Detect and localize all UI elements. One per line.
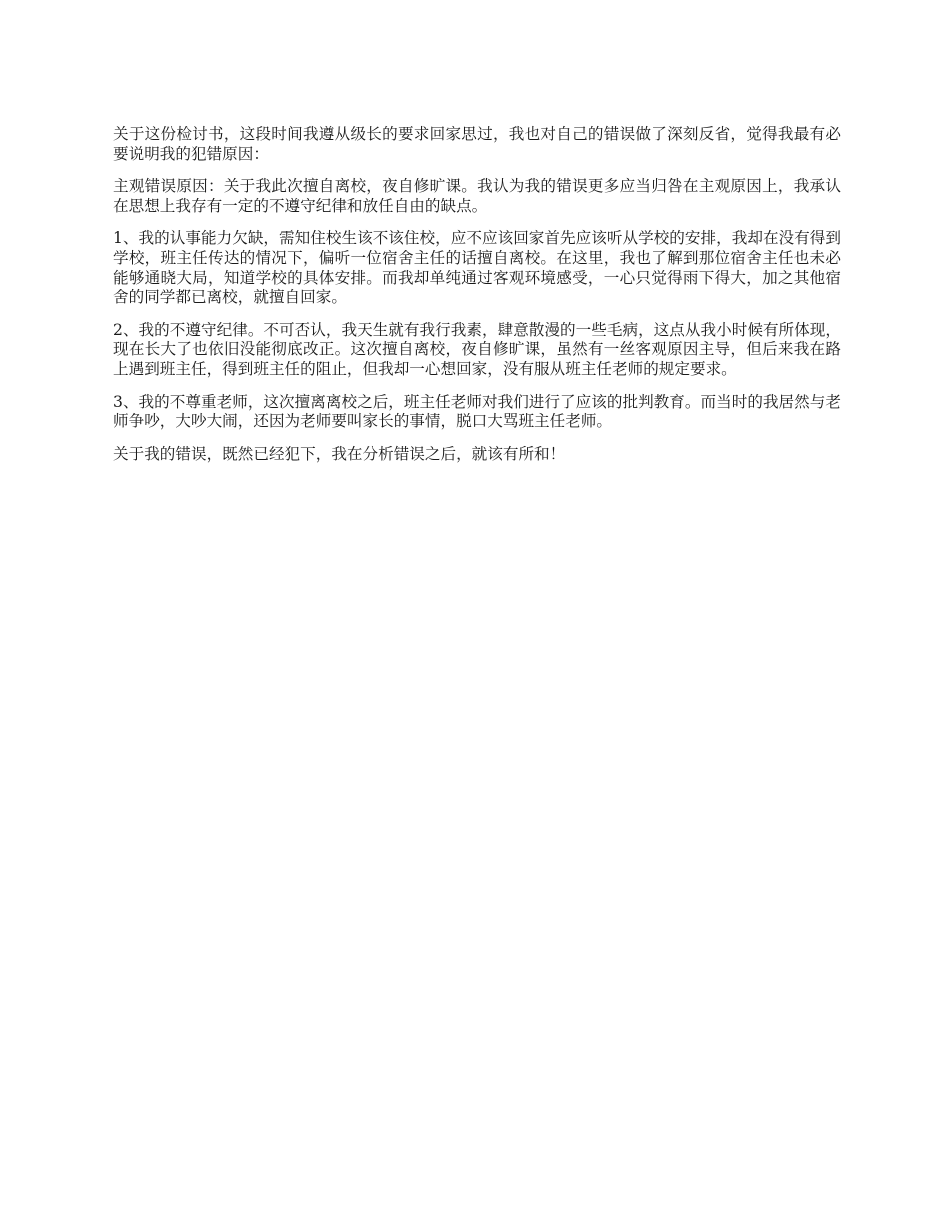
paragraph-intro: 关于这份检讨书，这段时间我遵从级长的要求回家思过，我也对自己的错误做了深刻反省，觉得我最有必要说明我的犯错原因： bbox=[113, 125, 841, 163]
paragraph-point-1: 1、我的认事能力欠缺，需知住校生该不该住校，应不应该回家首先应该听从学校的安排，我却在没有得到学校，班主任传达的情况下，偏听一位宿舍主任的话擅自离校。在这里，我也了解到那位宿舍主任也未必能够通晓大局，知道学校的具体安排。而我却单纯通过客观环境感受，一心只觉得雨下得大，加之其他宿舍的同学都已离校，就擅自回家。 bbox=[113, 229, 841, 307]
paragraph-point-3: 3、我的不尊重老师，这次擅离离校之后，班主任老师对我们进行了应该的批判教育。而当时的我居然与老师争吵，大吵大闹，还因为老师要叫家长的事情，脱口大骂班主任老师。 bbox=[113, 392, 841, 431]
paragraph-subjective-cause: 主观错误原因：关于我此次擅自离校，夜自修旷课。我认为我的错误更多应当归咎在主观原因上，我承认在思想上我存有一定的不遵守纪律和放任自由的缺点。 bbox=[113, 177, 841, 215]
paragraph-point-2: 2、我的不遵守纪律。不可否认，我天生就有我行我素，肆意散漫的一些毛病，这点从我小时候有所体现，现在长大了也依旧没能彻底改正。这次擅自离校，夜自修旷课，虽然有一丝客观原因主导，但后来我在路上遇到班主任，得到班主任的阻止，但我却一心想回家，没有服从班主任老师的规定要求。 bbox=[113, 320, 841, 378]
document-body bbox=[113, 125, 841, 477]
paragraph-closing: 关于我的错误，既然已经犯下，我在分析错误之后，就该有所和！ bbox=[113, 444, 566, 463]
